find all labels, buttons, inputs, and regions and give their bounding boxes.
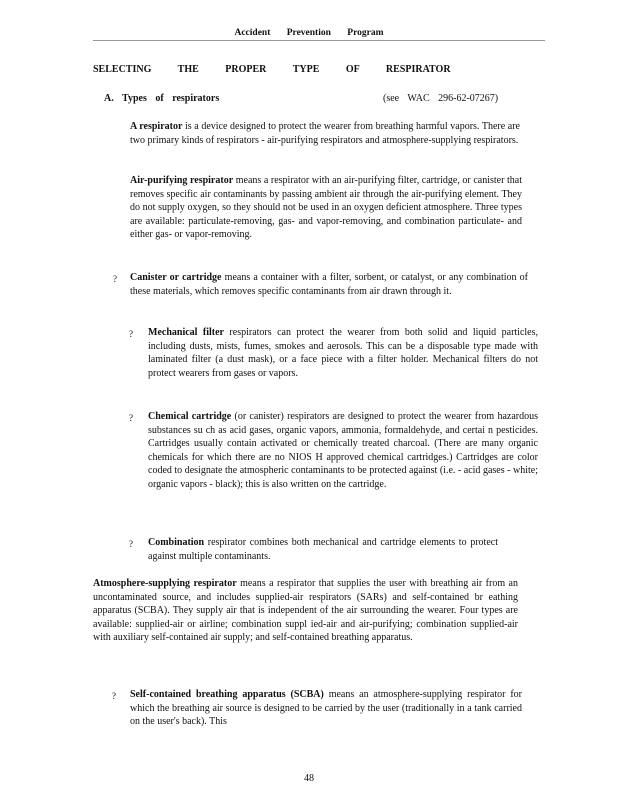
term: Combination — [148, 537, 205, 548]
page-number: 48 — [304, 773, 314, 784]
respirator-definition — [130, 120, 520, 147]
subsection-reference: (see WAC 296-62-07267) — [383, 93, 499, 104]
definition-text: means a container with a filter, sorbent, or catalyst, or any combination of these materials, which removes specific contaminants from air drawn through it. — [130, 272, 528, 297]
bullet-icon: ? — [112, 691, 116, 701]
term: Canister or cartridge — [130, 272, 222, 283]
definition-text: means a respirator that supplies the user with breathing air from an uncontaminated source, and includes supplied-air respirators (SARs) and self-contained br eathing apparatus (SCBA). They supply air that is independent of the air surrounding the wearer. Four types are available: supplied-air or airline; combination suppl ied-air and air-purifying; combination supplied-air with auxiliary self-contained air supply; and self-contained breathing apparatus. — [93, 578, 518, 644]
running-header: Accident Prevention Program — [234, 28, 384, 38]
bullet-icon: ? — [129, 413, 133, 423]
definition-text: means a respirator with an air-purifying filter, cartridge, or canister that removes specific air contaminants by passing ambient air through the air-purifying element. They do not supply oxygen, so they should not be used in an oxygen deficient atmosphere. Three types are available: particulate-removing, gas- and vapor-removing, and combination particulate- and either gas- or vapor-removing. — [130, 175, 522, 241]
term: Mechanical filter — [148, 327, 224, 338]
atmosphere-supplying-definition — [93, 577, 518, 645]
header-rule — [93, 40, 545, 41]
bullet-icon: ? — [129, 329, 133, 339]
term: Chemical cartridge — [148, 411, 232, 422]
section-heading: SELECTING THE PROPER TYPE OF RESPIRATOR — [93, 64, 451, 75]
term: Air-purifying respirator — [130, 175, 234, 186]
definition-text: respirators can protect the wearer from both solid and liquid particles, including dusts, mists, fumes, smokes and aerosols. This can be a disposable type made with laminated filter (a dust mask), or a face piece with a filter holder. Mechanical filters do not protect wearers from gases or vapors. — [148, 327, 538, 379]
subsection-label: A. Types of respirators — [104, 93, 220, 104]
definition-text: respirator combines both mechanical and cartridge elements to protect against multiple contaminants. — [148, 537, 498, 562]
scba-definition — [130, 688, 522, 729]
bullet-icon: ? — [113, 274, 117, 284]
term: Self-contained breathing apparatus (SCBA) — [130, 689, 324, 700]
term: Atmosphere-supplying respirator — [93, 578, 237, 589]
chemical-cartridge-definition — [148, 410, 538, 492]
definition-text: means an atmosphere-supplying respirator for which the breathing air source is designed to be carried by the user (traditionally in a tank carried on the user's back). This — [130, 689, 522, 728]
canister-definition — [130, 271, 528, 298]
definition-text: is a device designed to protect the wearer from breathing harmful vapors. There are two primary kinds of respirators - air-purifying respirators and atmosphere-supplying respirators. — [130, 121, 520, 146]
bullet-icon: ? — [129, 539, 133, 549]
mechanical-filter-definition — [148, 326, 538, 380]
combination-definition — [148, 536, 498, 563]
definition-text: (or canister) respirators are designed to protect the wearer from hazardous substances su ch as acid gases, organic vapors, ammonia, formaldehyde, and certai n pesticides. Cartridges usually contain activated or chemically treated charcoal. (There are many organic chemicals for which there are no NIOS H approved chemical cartridges.) Cartridges are color coded to designate the atmospheric contaminants to be protected against (i.e. - acid gases - white; organic vapors - black); this is also written on the cartridge. — [148, 411, 538, 490]
term: A respirator — [130, 121, 183, 132]
air-purifying-definition — [130, 174, 522, 242]
